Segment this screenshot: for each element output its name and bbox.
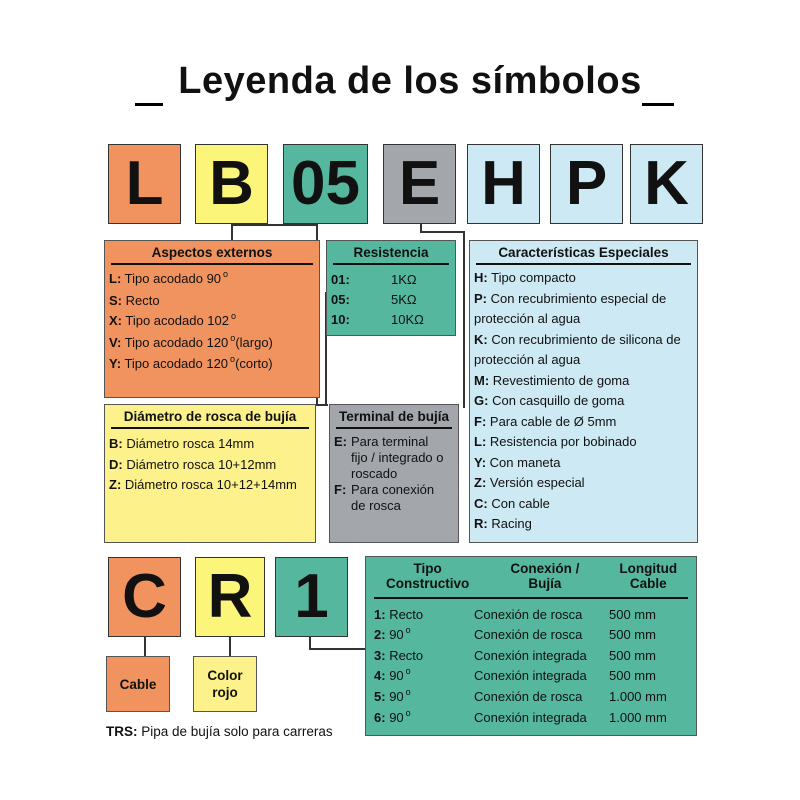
aspectos-item: S: Recto bbox=[109, 292, 160, 308]
caracteristicas-item: M: Revestimiento de goma bbox=[474, 372, 630, 388]
terminal-item: F: Para conexión de rosca bbox=[334, 482, 435, 513]
code-letter-k: K bbox=[630, 144, 703, 224]
terminal-heading: Terminal de bujía bbox=[336, 405, 452, 429]
caracteristicas-list bbox=[470, 265, 697, 535]
color-label: Color rojo bbox=[193, 656, 257, 712]
connector-c bbox=[144, 637, 146, 657]
caracteristicas-item: Y: Con maneta bbox=[474, 454, 561, 470]
cr-letter-c: C bbox=[108, 557, 181, 637]
code-letter-05: 05 bbox=[283, 144, 368, 224]
trs-note: TRS: Pipa de bujía solo para carreras bbox=[106, 724, 333, 739]
cable-label: Cable bbox=[106, 656, 170, 712]
resistencia-panel bbox=[326, 240, 456, 336]
connector-b-stub bbox=[231, 224, 233, 240]
code-letter-p: P bbox=[550, 144, 623, 224]
diametro-item: Z: Diámetro rosca 10+12+14mm bbox=[109, 477, 297, 492]
diametro-heading: Diámetro de rosca de bujía bbox=[111, 405, 309, 429]
aspectos-item: X: Tipo acodado 102 $^o$ bbox=[109, 311, 237, 328]
cr-table bbox=[365, 556, 697, 736]
caracteristicas-item: G: Con casquillo de goma bbox=[474, 393, 625, 408]
resistencia-heading: Resistencia bbox=[333, 241, 449, 265]
table-row: 1: Recto Conexión de rosca 500 mm bbox=[374, 607, 656, 622]
aspectos-item: V: Tipo acodado 120 $^o$(largo) bbox=[109, 332, 273, 350]
cr-letter-r: R bbox=[195, 557, 265, 637]
resistencia-list bbox=[327, 265, 455, 330]
diametro-list bbox=[105, 429, 315, 496]
diametro-item: B: Diámetro rosca 14mm bbox=[109, 436, 255, 451]
table-row: 3: Recto Conexión integrada 500 mm bbox=[374, 648, 656, 663]
caracteristicas-item: protección al agua bbox=[474, 352, 581, 367]
cr-table-body bbox=[366, 599, 696, 729]
caracteristicas-panel bbox=[469, 240, 698, 543]
resistencia-item: 01: 1KΩ bbox=[331, 272, 417, 287]
resistencia-item: 05: 5KΩ bbox=[331, 292, 417, 307]
caracteristicas-item: R: Racing bbox=[474, 516, 532, 531]
aspectos-heading: Aspectos externos bbox=[111, 241, 313, 265]
cr-table-header: Tipo Constructivo Conexión / Bujía Longitud Cable bbox=[374, 557, 688, 599]
diametro-item: D: Diámetro rosca 10+12mm bbox=[109, 456, 277, 472]
caracteristicas-item: F: Para cable de Ø 5mm bbox=[474, 413, 617, 429]
caracteristicas-item: P: Con recubrimiento especial de bbox=[474, 290, 667, 306]
aspectos-item: L: Tipo acodado 90 $^o$ bbox=[109, 269, 229, 286]
connector-cr1-h bbox=[309, 648, 369, 650]
code-letter-h: H bbox=[467, 144, 540, 224]
table-row: 6: 90 $^o$ Conexión integrada 1.000 mm bbox=[374, 708, 667, 725]
page-title: Leyenda de los símbolos bbox=[178, 60, 642, 102]
caracteristicas-item: H: Tipo compacto bbox=[474, 270, 576, 285]
terminal-panel bbox=[329, 404, 459, 543]
caracteristicas-heading: Características Especiales bbox=[476, 241, 691, 265]
caracteristicas-item: protección al agua bbox=[474, 311, 581, 326]
terminal-list bbox=[330, 429, 458, 514]
table-row: 4: 90 $^o$ Conexión integrada 500 mm bbox=[374, 666, 656, 683]
caracteristicas-item: C: Con cable bbox=[474, 495, 550, 511]
caracteristicas-item: Z: Versión especial bbox=[474, 475, 585, 490]
code-letter-e: E bbox=[383, 144, 456, 224]
aspectos-list bbox=[105, 265, 319, 376]
connector-e-v bbox=[463, 231, 465, 408]
table-row: 2: 90 $^o$ Conexión de rosca 500 mm bbox=[374, 625, 656, 642]
connector-r bbox=[229, 637, 231, 657]
resistencia-item: 10: 10KΩ bbox=[331, 312, 424, 327]
caracteristicas-item: K: Con recubrimiento de silicona de bbox=[474, 331, 681, 347]
table-row: 5: 90 $^o$ Conexión de rosca 1.000 mm bbox=[374, 687, 667, 704]
title-underline-left bbox=[135, 103, 163, 106]
caracteristicas-item: L: Resistencia por bobinado bbox=[474, 434, 637, 449]
cr-letter-1: 1 bbox=[275, 557, 348, 637]
connector-b-link bbox=[231, 224, 318, 226]
diametro-panel bbox=[104, 404, 316, 543]
aspectos-panel bbox=[104, 240, 320, 398]
code-letter-b: B bbox=[195, 144, 268, 224]
aspectos-item: Y: Tipo acodado 120 $^o$(corto) bbox=[109, 354, 273, 371]
terminal-item: E: Para terminal fijo / integrado o roscado bbox=[334, 434, 444, 481]
title-underline-right bbox=[642, 103, 674, 106]
connector-e-h bbox=[420, 231, 465, 233]
code-letter-l: L bbox=[108, 144, 181, 224]
